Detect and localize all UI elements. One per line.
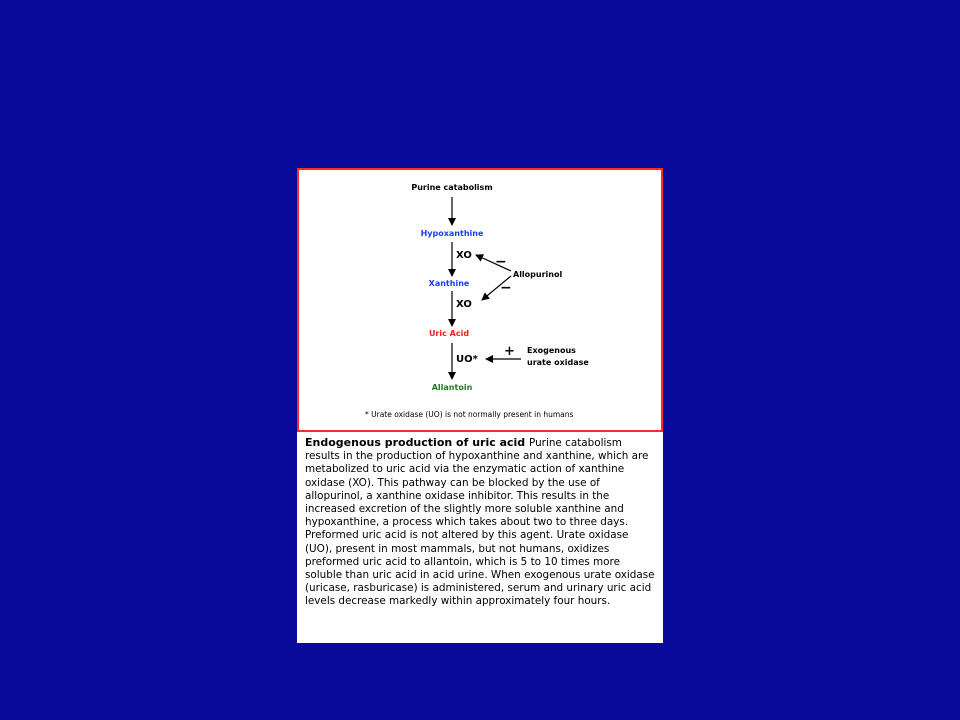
uo-enzyme-label: UO*	[456, 354, 478, 365]
allopurinol-label: Allopurinol	[513, 270, 563, 279]
xanthine-node: Xanthine	[428, 279, 470, 288]
exogenous-label-line1: Exogenous	[527, 346, 576, 355]
caption-body: Purine catabolism results in the production of hypoxanthine and xanthine, which are metabolized to uric acid via the enzymatic action of xanthine oxidase (XO). This pathway can be blocked by the use of allopurinol, a xanthine oxidase inhibitor. This results in the increased excretion of the slightly more soluble xanthine and hypoxanthine, a process which takes about two to three days. Preformed uric acid is not altered by this agent. Urate oxidase (UO), present in most mammals, but not humans, oxidizes preformed uric acid to allantoin, which is 5 to 10 times more soluble than uric acid in acid urine. When exogenous urate oxidase (uricase, rasburicase) is administered, serum and urinary uric acid levels decrease markedly within approximately four hours.	[305, 437, 655, 608]
pathway-figure	[297, 168, 663, 432]
xo-enzyme-label-1: XO	[456, 250, 472, 261]
pathway-diagram	[299, 170, 661, 430]
hypoxanthine-node: Hypoxanthine	[420, 229, 484, 238]
caption-title: Endogenous production of uric acid	[305, 436, 530, 449]
caption-box	[297, 432, 663, 643]
purine-catabolism-label: Purine catabolism	[411, 183, 493, 192]
uric-acid-node: Uric Acid	[428, 329, 470, 338]
inhibit-sign-2: −	[500, 280, 512, 296]
inhibit-sign-1: −	[495, 254, 507, 270]
exogenous-label-line2: urate oxidase	[527, 358, 589, 367]
activator-sign: +	[504, 344, 515, 359]
allantoin-node: Allantoin	[431, 383, 473, 392]
xo-enzyme-label-2: XO	[456, 299, 472, 310]
footnote: * Urate oxidase (UO) is not normally present in humans	[365, 410, 574, 419]
